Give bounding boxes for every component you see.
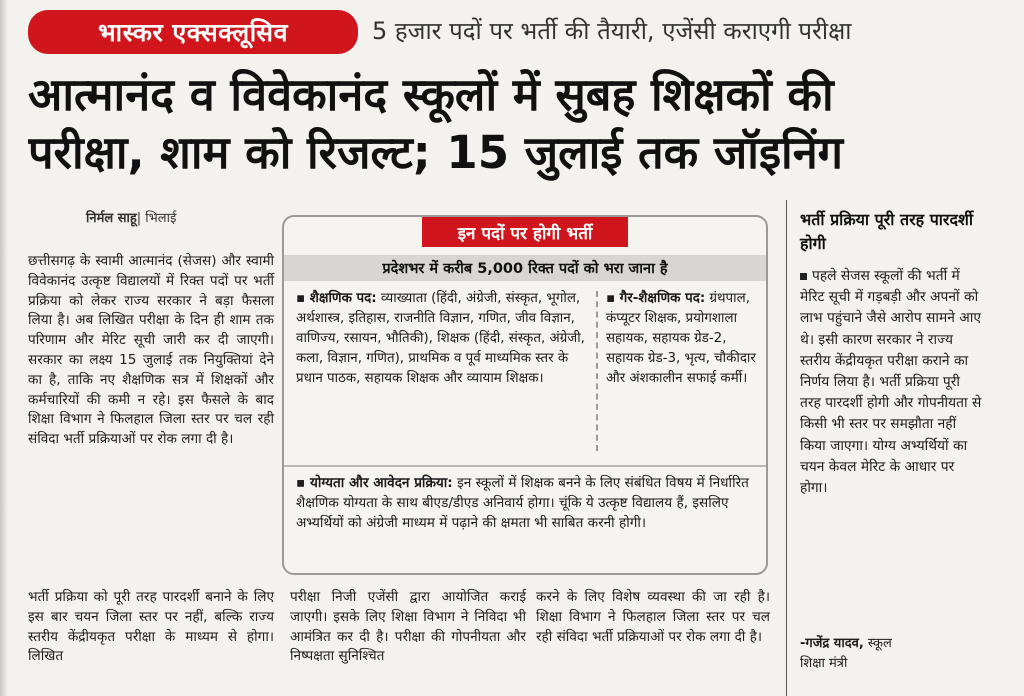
vacancy-box <box>282 215 768 575</box>
body-column-3: करने के लिए विशेष व्यवस्था की जा रही है। शिक्षा विभाग ने फिलहाल जिला स्तर पर चल रही संविदा भर्ती प्रक्रियाओं पर रोक लगा दी है। <box>536 589 770 645</box>
non-academic-posts-lead: ▪ गैर-शैक्षणिक पद: <box>606 291 706 306</box>
headline-line-1: आत्मानंद व विवेकानंद स्कूलों में सुबह शिक्षकों की <box>28 68 834 121</box>
signature-role-2: शिक्षा मंत्री <box>800 656 848 671</box>
box-title: इन पदों पर होगी भर्ती <box>422 217 628 247</box>
byline <box>86 208 176 226</box>
signature-name: -गजेंद्र यादव, <box>800 636 864 651</box>
byline-separator: | <box>136 211 146 226</box>
non-academic-posts-text: ग्रंथपाल, कंप्यूटर शिक्षक, प्रयोगशाला सहायक, सहायक ग्रेड-2, सहायक ग्रेड-3, भृत्य, चौकीदार और अंशकालीन सफाई कर्मी। <box>606 291 756 386</box>
academic-posts-text: व्याख्याता (हिंदी, अंग्रेजी, संस्कृत, भूगोल, अर्थशास्त्र, इतिहास, राजनीति विज्ञान, गणित, जीव विज्ञान, वाणिज्य, रसायन, भौतिकी), शिक्षक (हिंदी, संस्कृत, अंग्रेजी, कला, विज्ञान, गणित), प्राथमिक व पूर्व माध्यमिक स्तर के प्रधान पाठक, सहायक शिक्षक और व्यायाम शिक्षक। <box>296 291 585 386</box>
sidebar-quote <box>800 266 984 499</box>
sidebar-heading: भर्ती प्रक्रिया पूरी तरह पारदर्शी होगी <box>800 210 973 253</box>
column-divider <box>596 291 598 451</box>
byline-place: भिलाई <box>145 211 177 226</box>
exclusive-badge: भास्कर एक्सक्लूसिव <box>28 10 358 54</box>
academic-posts-lead: ▪ शैक्षणिक पद: <box>296 291 377 306</box>
eligibility-lead: ▪ योग्यता और आवेदन प्रक्रिया: <box>296 475 453 491</box>
signature-role-1: स्कूल <box>867 636 892 651</box>
academic-posts <box>296 289 588 389</box>
headline <box>28 66 1008 182</box>
bullet-square-icon <box>800 273 807 280</box>
eligibility-text: इन स्कूलों में शिक्षक बनने के लिए संबंधित विषय में निर्धारित शैक्षणिक योग्यता के साथ बीएड/डीएड अनिवार्य होगा। चूंकि ये उत्कृष्ट विद्यालय हैं, इसलिए अभ्यर्थियों को अंग्रेजी माध्यम में पढ़ाने की क्षमता भी साबित करनी होगी। <box>296 475 749 531</box>
body-column-2: परीक्षा निजी एजेंसी द्वारा आयोजित कराई जाएगी। इसके लिए शिक्षा विभाग ने निविदा भी आमंत्रित कर दी है। परीक्षा की गोपनीयता और निष्पक्षता सुनिश्चित <box>290 589 526 665</box>
sidebar-signature <box>800 634 990 674</box>
kicker-line: 5 हजार पदों पर भर्ती की तैयारी, एजेंसी कराएगी परीक्षा <box>372 17 852 45</box>
sidebar-quote-text: पहले सेजस स्कूलों की भर्ती में मेरिट सूची में गड़बड़ी और अपनों को लाभ पहुंचाने जैसे आरोप सामने आए थे। इसी कारण सरकार ने राज्य स्तरीय केंद्रीयकृत परीक्षा कराने का निर्णय लिया है। भर्ती प्रक्रिया पूरी तरह पारदर्शी होगी और गोपनीयता से किसी भी स्तर पर समझौता नहीं किया जाएगा। योग्य अभ्यर्थियों का चयन केवल मेरिट के आधार पर होगा। <box>800 268 982 497</box>
page-edge-shadow <box>0 0 8 696</box>
sidebar-rule <box>786 200 787 696</box>
box-subtitle: प्रदेशभर में करीब 5,000 रिक्त पदों को भरा जाना है <box>284 255 766 281</box>
eligibility-section <box>296 473 758 533</box>
byline-author: निर्मल साहू <box>86 211 137 226</box>
section-divider <box>284 465 766 467</box>
headline-line-2: परीक्षा, शाम को रिजल्ट; 15 जुलाई तक जॉइनिंग <box>28 126 844 179</box>
body-column-1: छत्तीसगढ़ के स्वामी आत्मानंद (सेजस) और स्वामी विवेकानंद उत्कृष्ट विद्यालयों में रिक्त पदों पर भर्ती प्रक्रिया को लेकर राज्य सरकार ने बड़ा फैसला लिया है। अब लिखित परीक्षा के दिन ही शाम तक परिणाम और मेरिट सूची जारी कर दी जाएगी। सरकार का लक्ष्य 15 जुलाई तक नियुक्तियां देने का है, ताकि नए शैक्षणिक सत्र में शिक्षकों और कर्मचारियों की कमी न रहे। इस फैसले के बाद शिक्षा विभाग ने फिलहाल जिला स्तर पर चल रही संविदा भर्ती प्रक्रियाओं पर रोक लगा दी है। <box>28 253 274 448</box>
non-academic-posts <box>606 289 762 389</box>
body-column-1-continued: भर्ती प्रक्रिया को पूरी तरह पारदर्शी बनाने के लिए इस बार चयन जिला स्तर पर नहीं, बल्कि राज्य स्तरीय केंद्रीयकृत परीक्षा के माध्यम से होगा। लिखित <box>28 589 274 665</box>
